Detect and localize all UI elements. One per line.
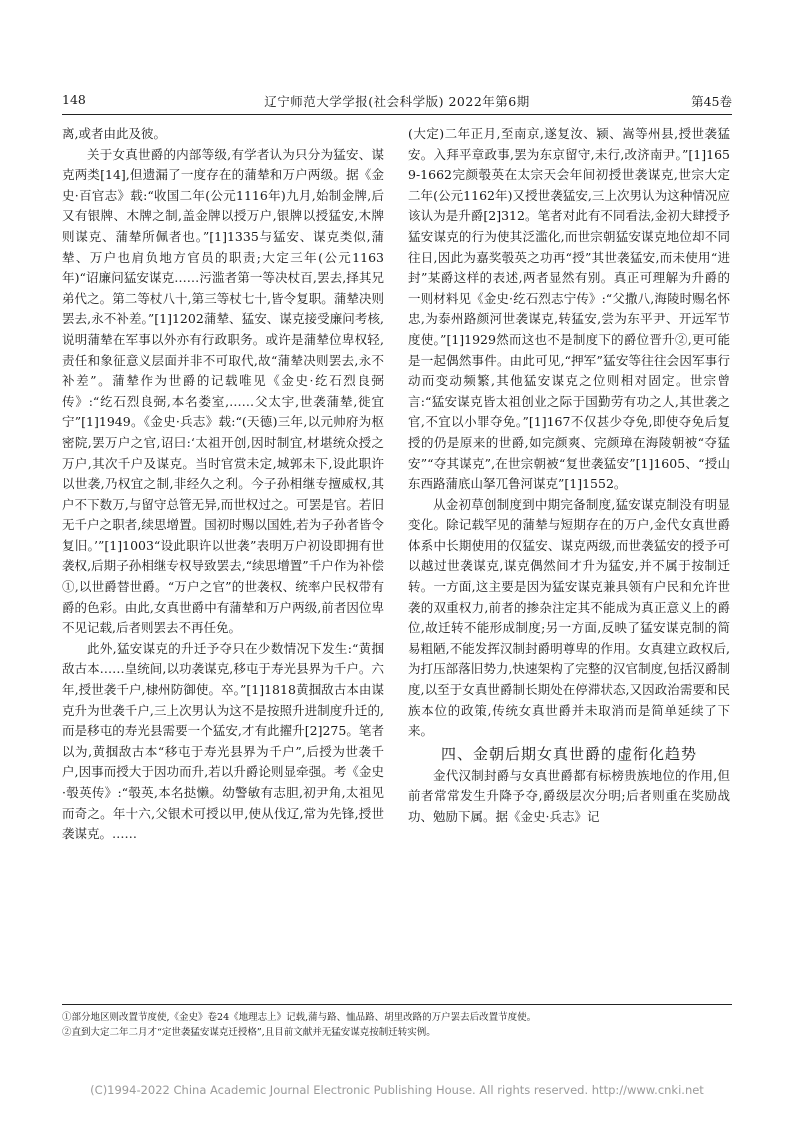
page-number: 148 xyxy=(62,92,86,107)
running-header xyxy=(62,92,732,114)
paragraph: (大定)二年正月,至南京,遂复汝、颍、嵩等州县,授世袭猛安。入拜平章政事,罢为东京留守,未行,改济南尹。”[1]1659-1662完颜彀英在太宗天会年间初授世袭谋克,世宗大定二年(公元1162年)又授世袭猛安,三上次男认为这种情况应该认为是升爵[2]312。笔者对此有不同看法,金初大肆授予猛安谋克的行为使其泛滥化,而世宗朝猛安谋克地位却不同往日,因此为嘉奖彀英之功再“授”其世袭猛安,而未使用“进封”某爵这样的表述,两者显然有别。真正可理解为升爵的一则材料见《金史·纥石烈志宁传》:“父撒八,海陵时赐名怀忠,为泰州路颜河世袭谋克,转猛安,尝为东平尹、开远军节度使。”[1]1929然而这也不是制度下的爵位晋升②,更可能是一起偶然事件。由此可见,“押军”猛安等往往会因军事行动而变动频繁,其他猛安谋克之位则相对固定。世宗曾言:“猛安谋克皆太祖创业之际于国勤劳有功之人,其世袭之官,不宜以小罪夺免。”[1]167不仅甚少夺免,即使夺免后复授的仍是原来的世爵,如完颜爽、完颜璋在海陵朝被“夺猛安”“夺其谋克”,在世宗朝被“复世袭猛安”[1]1605、“授山东西路蒲底山拏兀鲁河谋克”[1]1552。 xyxy=(408,126,730,492)
paragraph: 关于女真世爵的内部等级,有学者认为只分为猛安、谋克两类[14],但遗漏了一度存在的蒲辇和万户两级。据《金史·百官志》载:“收国二年(公元1116年)九月,始制金牌,后又有银牌、木牌之制,盖金牌以授万户,银牌以授猛安,木牌则谋克、蒲辇所佩者也。”[1]1335与猛安、谋克类似,蒲辇、万户也肩负地方官员的职责;大定三年(公元1163年)“诏廉问猛安谋克……污滥者第一等决杖百,罢去,择其兄弟代之。第二等杖八十,第三等杖七十,皆令复职。蒲辇决则罢去,永不补差。”[1]1202蒲辇、猛安、谋克接受廉问考核,说明蒲辇在军事以外亦有行政职务。或许是蒲辇位卑权轻,责任和象征意义层面并非不可取代,故“蒲辇决则罢去,永不补差”。蒲辇作为世爵的记载唯见《金史·纥石烈良弼传》:“纥石烈良弼,本名娄室,……父太宇,世袭蒲辇,徙宜宁”[1]1949。《金史·兵志》载:“(天德)三年,以元帅府为枢密院,罢万户之官,诏曰:‘太祖开创,因时制宜,材堪统众授之万户,其次千户及谋克。当时官赏未定,城郭未下,设此职许以世袭,乃权宜之制,非经久之利。今子孙相继专擅威权,其户不下数万,与留守总管无异,而世权过之。可罢是官。若旧无千户之职者,续思增置。国初时赐以国姓,若为子孙者皆令复旧。’”[1]1003“设此职许以世袭”表明万户初设即拥有世袭权,后期子孙相继专权导致罢去,“续思增置”千户作为补偿①,以世爵替世爵。“万户之官”的世袭权、统率户民权带有爵的色彩。由此,女真世爵中有蒲辇和万户两级,前者因位卑不见记载,后者则罢去不再任免。 xyxy=(62,146,384,636)
paragraph: 此外,猛安谋克的升迁予夺只在少数情况下发生:“黄掴敌古本……皇统间,以功袭谋克,移屯于寿光县界为千户。六年,授世袭千户,棣州防御使。卒。”[1]1818黄掴敌古本由谋克升为世袭千户,三上次男认为这不是按照升进制度升迁的,而是移屯的寿光县需要一个猛安,才有此擢升[2]275。笔者以为,黄掴敌古本“移屯于寿光县界为千户”,后授为世袭千户,因事而授大于因功而升,若以升爵论则显牵强。考《金史·彀英传》:“彀英,本名挞懒。幼警敏有志胆,初尹角,太祖见而奇之。年十六,父银术可授以甲,使从伐辽,常为先锋,授世袭谋克。…… xyxy=(62,640,384,842)
volume-label: 第45卷 xyxy=(691,94,732,109)
header-rule xyxy=(62,114,732,115)
section-heading: 四、金朝后期女真世爵的虚衔化趋势 xyxy=(440,744,697,763)
footnote: ①部分地区则改置节度使,《金史》卷24《地理志上》记载,蒲与路、恤品路、胡里改路的万户罢去后改置节度使。 xyxy=(62,1012,537,1023)
paragraph: 离,或者由此及彼。 xyxy=(62,126,166,141)
copyright-footer: (C)1994-2022 China Academic Journal Electronic Publishing House. All rights reserved. http://www.cnki.net xyxy=(90,1083,704,1097)
journal-title: 辽宁师范大学学报(社会科学版) 2022年第6期 xyxy=(264,94,530,109)
footnote: ②直到大定二年二月才“定世袭猛安谋克迁授格”,且目前文献并无猛安谋克按制迁转实例。 xyxy=(62,1027,436,1038)
paragraph: 从金初草创制度到中期完备制度,猛安谋克制没有明显变化。除记载罕见的蒲辇与短期存在的万户,金代女真世爵体系中长期使用的仅猛安、谋克两级,而世袭猛安的授予可以越过世袭谋克,谋克偶然间才升为猛安,并不属于按制迁转。一方面,这主要是因为猛安谋克兼具领有户民和允许世袭的双重权力,前者的掺杂注定其不能成为真正意义上的爵位,故迁转不能形成制度;另一方面,反映了猛安谋克制的简易粗陋,不能发挥汉制封爵明尊卑的作用。女真建立政权后,为打压部落旧势力,快速架构了完整的汉官制度,包括汉爵制度,以至于女真世爵制长期处在停滞状态,又因政治需要和民族本位的政策,传统女真世爵并未取消而是简单延续了下来。 xyxy=(408,496,730,739)
paragraph: 金代汉制封爵与女真世爵都有标榜贵族地位的作用,但前者常常发生升降予夺,爵级层次分明;后者则重在奖励战功、勉励下属。据《金史·兵志》记 xyxy=(408,767,730,824)
footnotes xyxy=(62,1010,732,1040)
left-column xyxy=(62,124,384,845)
footnote-rule xyxy=(62,1004,732,1005)
right-column xyxy=(408,124,730,828)
